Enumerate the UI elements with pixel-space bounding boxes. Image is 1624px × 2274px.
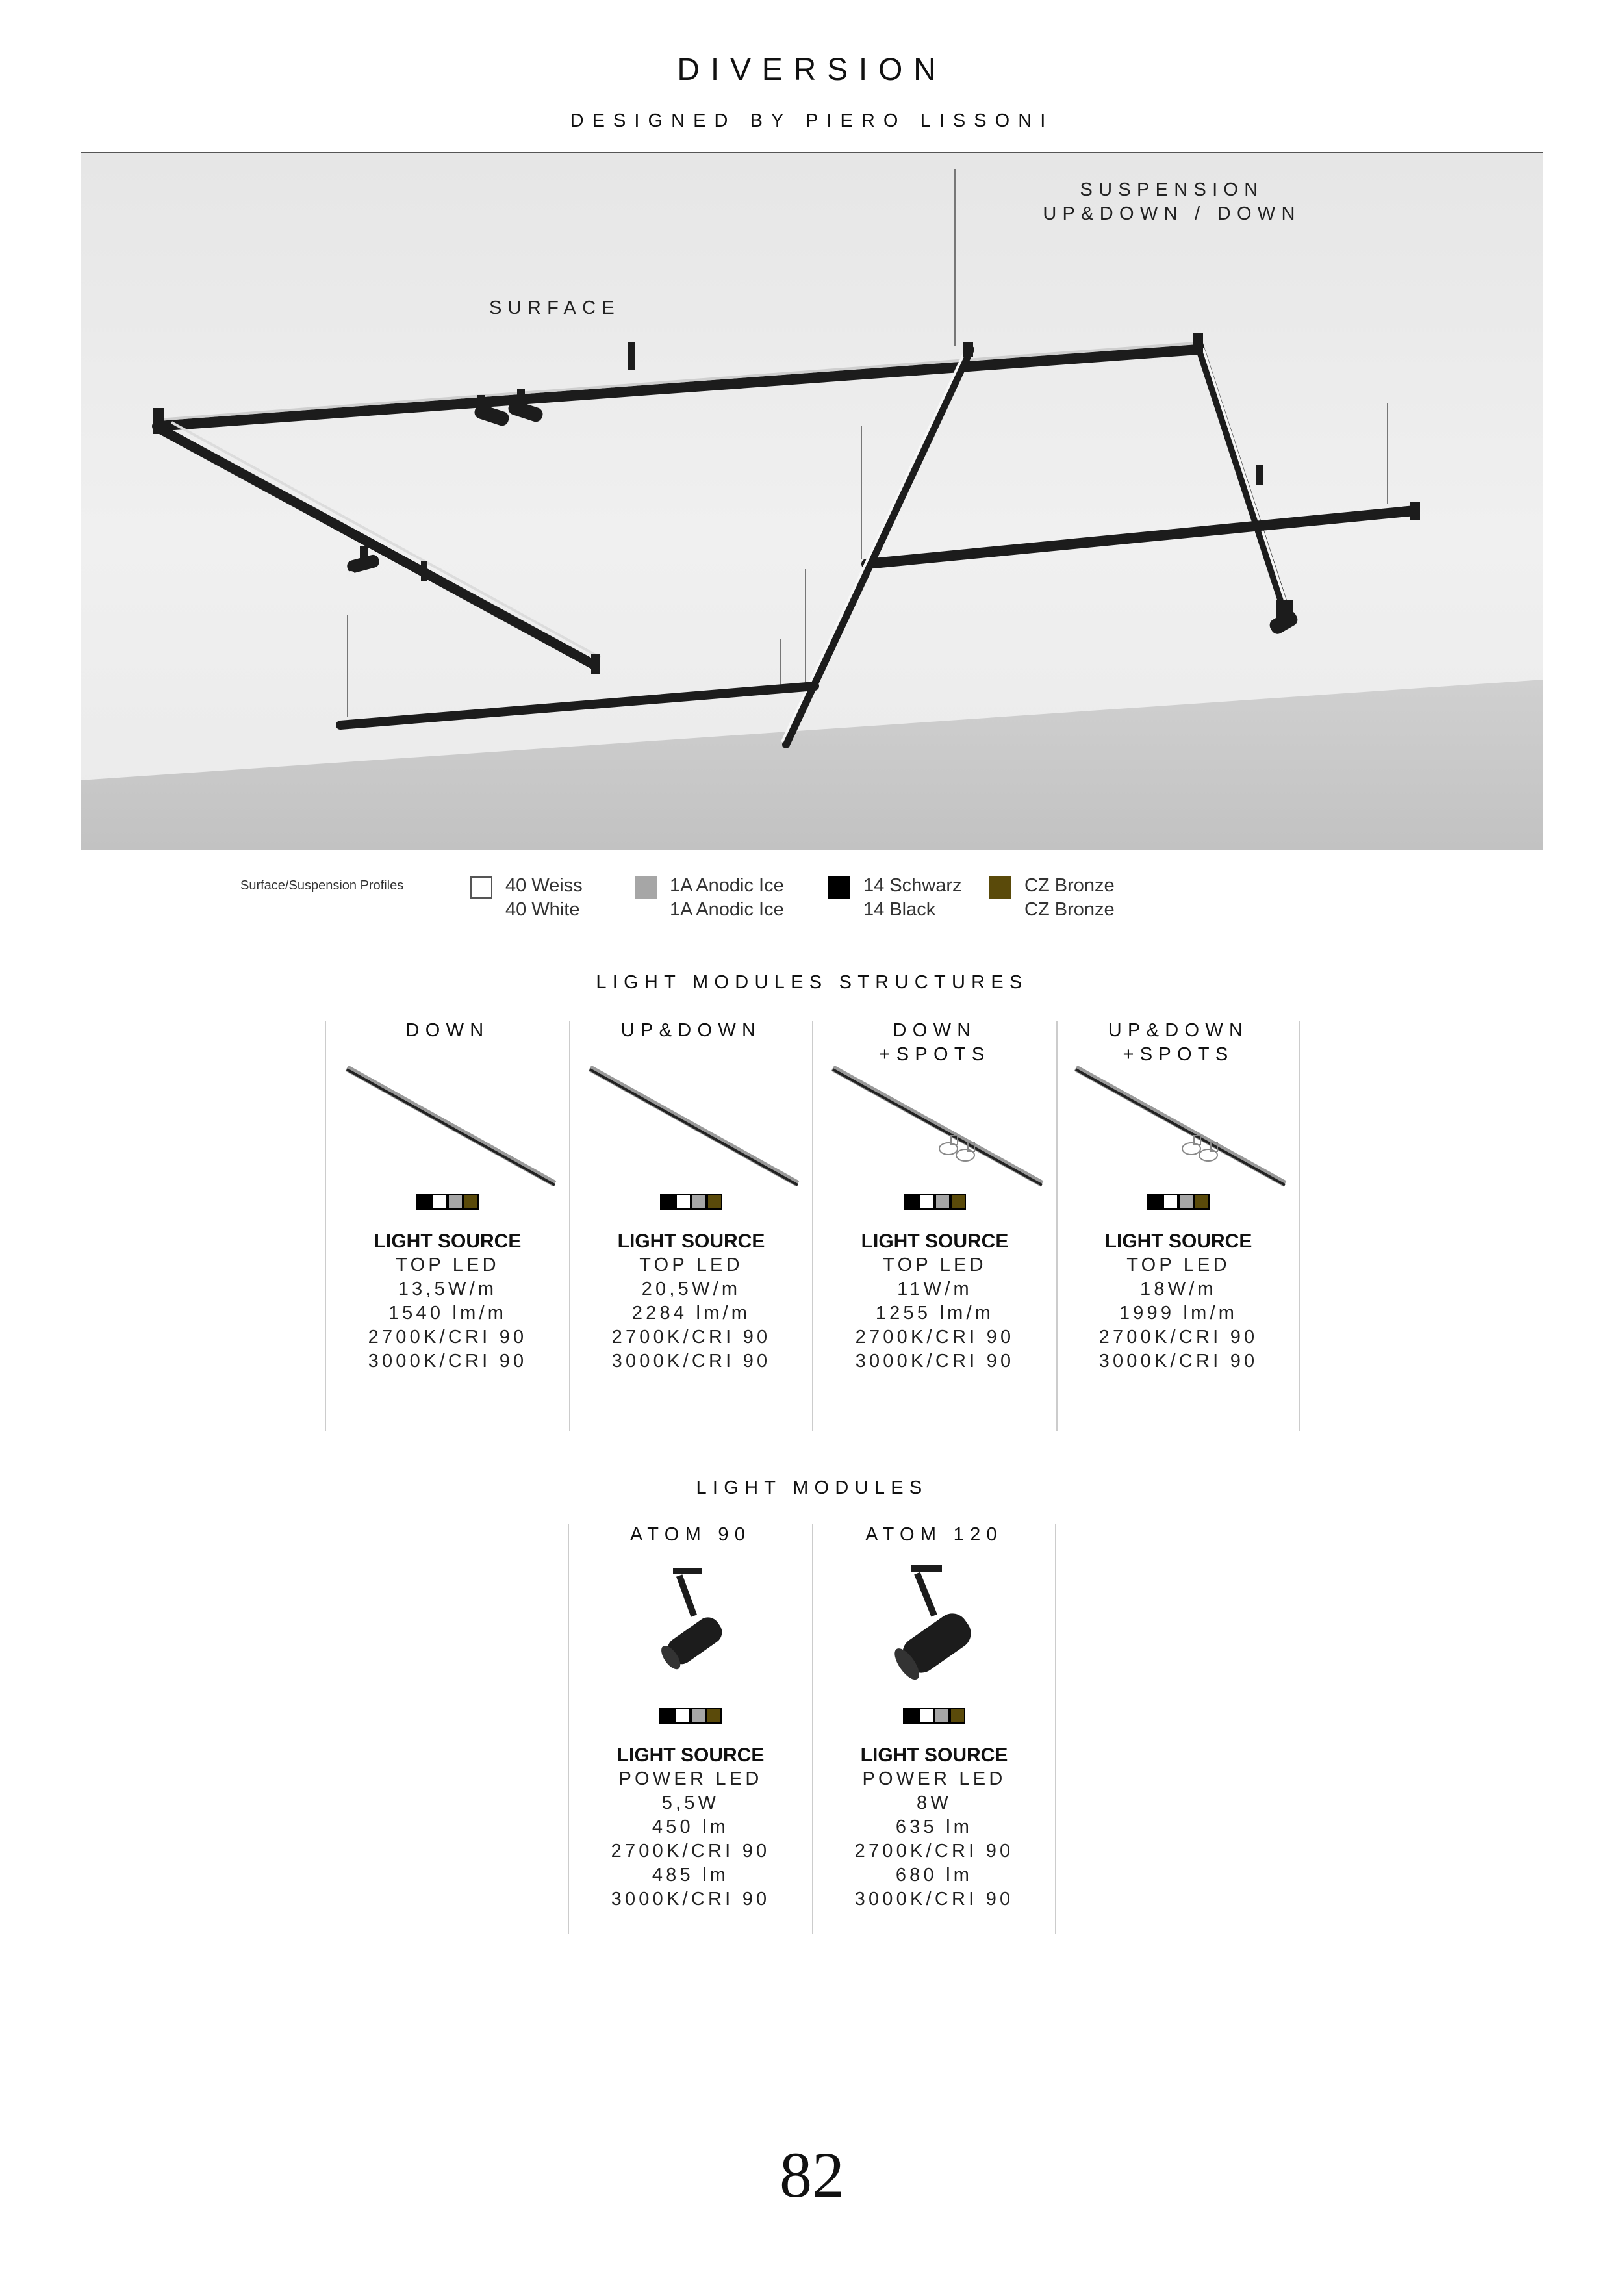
surface-label: SURFACE [489, 298, 620, 318]
hero-product-render [81, 153, 1543, 850]
column-heading: UP&DOWN [620, 1020, 762, 1041]
light-source-spec [326, 1229, 569, 1373]
finish-mini-swatches [813, 1708, 1055, 1724]
light-source-spec [569, 1743, 812, 1911]
column-heading-2 [326, 1043, 569, 1067]
finish-name-de: CZ Bronze [1024, 875, 1115, 896]
spec-line: TOP LED [396, 1255, 500, 1275]
mini-swatch-anodic-ice [935, 1194, 950, 1210]
column-heading-2: +SPOTS [1123, 1044, 1234, 1065]
mini-swatch-black [1147, 1194, 1163, 1210]
mini-swatch-bronze [707, 1194, 722, 1210]
spec-line: 3000K/CRI 90 [855, 1351, 1015, 1372]
module-column-atom-120 [813, 1523, 1055, 1911]
spec-line: 3000K/CRI 90 [611, 1889, 770, 1910]
spec-line: 450 lm [652, 1817, 730, 1837]
mini-swatch-white [432, 1194, 448, 1210]
mini-swatch-white [676, 1194, 691, 1210]
page-number: 82 [780, 2139, 844, 2211]
column-heading: DOWN [405, 1020, 490, 1041]
light-source-title: LIGHT SOURCE [374, 1231, 522, 1252]
suspension-label-line1: SUSPENSION [1080, 179, 1264, 200]
modules-title: LIGHT MODULES [696, 1477, 928, 1498]
spec-line: 8W [917, 1793, 952, 1813]
module-heading: ATOM 90 [629, 1524, 752, 1545]
spec-line: TOP LED [883, 1255, 987, 1275]
structures-title: LIGHT MODULES STRUCTURES [596, 972, 1028, 993]
spec-line: 2700K/CRI 90 [611, 1327, 771, 1348]
mini-swatch-bronze [463, 1194, 479, 1210]
spec-line: 485 lm [652, 1865, 730, 1885]
mini-swatch-black [903, 1708, 919, 1724]
finish-swatch-black [828, 876, 850, 899]
spec-line: 11W/m [897, 1279, 972, 1299]
column-divider [1055, 1524, 1056, 1934]
spec-line: 635 lm [895, 1817, 973, 1837]
spec-line: 20,5W/m [641, 1279, 741, 1299]
column-heading: UP&DOWN [1108, 1020, 1249, 1041]
finish-swatch-anodic-ice [635, 876, 657, 899]
spec-line: 3000K/CRI 90 [854, 1889, 1014, 1910]
light-source-title: LIGHT SOURCE [861, 1231, 1009, 1252]
spec-line: 2700K/CRI 90 [611, 1841, 770, 1861]
spec-line: 13,5W/m [398, 1279, 498, 1299]
linear-profile-icon [570, 1066, 812, 1195]
finish-swatch-white [470, 876, 492, 899]
finish-mini-swatches [569, 1708, 812, 1724]
finish-name-en: CZ Bronze [1024, 899, 1115, 920]
spec-line: POWER LED [618, 1769, 763, 1789]
finish-name-en: 1A Anodic Ice [670, 899, 784, 920]
finish-mini-swatches [813, 1194, 1056, 1210]
light-source-spec [813, 1743, 1055, 1911]
finishes-label: Surface/Suspension Profiles [240, 878, 404, 893]
spec-line: 680 lm [895, 1865, 973, 1885]
spec-line: 18W/m [1140, 1279, 1217, 1299]
spec-line: 2700K/CRI 90 [854, 1841, 1014, 1861]
mini-swatch-bronze [950, 1708, 965, 1724]
mini-swatch-white [919, 1194, 935, 1210]
mini-swatch-bronze [1194, 1194, 1210, 1210]
spotlight-icon [813, 1552, 1055, 1708]
finish-mini-swatches [570, 1194, 812, 1210]
linear-profile-icon [326, 1066, 569, 1195]
mini-swatch-white [675, 1708, 691, 1724]
finish-name-de: 40 Weiss [505, 875, 583, 896]
ceiling-installation-illustration [81, 153, 1543, 850]
mini-swatch-black [660, 1194, 676, 1210]
structure-column-up-down-spots [1058, 1019, 1299, 1373]
spec-line: 1540 lm/m [388, 1303, 507, 1323]
finish-name-en: 14 Black [863, 899, 936, 920]
mini-swatch-anodic-ice [691, 1194, 707, 1210]
structure-column-up-down [570, 1019, 812, 1373]
finish-text [670, 874, 784, 922]
spec-line: 3000K/CRI 90 [368, 1351, 527, 1372]
mini-swatch-bronze [950, 1194, 966, 1210]
spec-line: TOP LED [639, 1255, 743, 1275]
spec-line: 2700K/CRI 90 [1098, 1327, 1258, 1348]
spec-line: 1999 lm/m [1119, 1303, 1238, 1323]
linear-profile-spots-icon [1058, 1066, 1299, 1195]
finish-text [505, 874, 583, 922]
spec-line: 2700K/CRI 90 [368, 1327, 527, 1348]
mini-swatch-anodic-ice [448, 1194, 463, 1210]
finish-name-en: 40 White [505, 899, 580, 920]
mini-swatch-white [919, 1708, 934, 1724]
light-source-title: LIGHT SOURCE [617, 1231, 765, 1252]
mini-swatch-bronze [706, 1708, 722, 1724]
suspension-label-line2: UP&DOWN / DOWN [1043, 203, 1301, 224]
column-heading-2: +SPOTS [879, 1044, 991, 1065]
structure-column-down-spots [813, 1019, 1056, 1373]
mini-swatch-black [416, 1194, 432, 1210]
spec-line: 2284 lm/m [631, 1303, 751, 1323]
mini-swatch-anodic-ice [934, 1708, 950, 1724]
page-title: DIVERSION [677, 53, 947, 87]
column-divider [1299, 1021, 1300, 1431]
finish-text [1024, 874, 1115, 922]
finish-name-de: 14 Schwarz [863, 875, 962, 896]
spec-line: 3000K/CRI 90 [1098, 1351, 1258, 1372]
mini-swatch-white [1163, 1194, 1178, 1210]
light-source-spec [813, 1229, 1056, 1373]
suspension-label [977, 178, 1367, 226]
spec-line: 1255 lm/m [875, 1303, 995, 1323]
spec-line: TOP LED [1126, 1255, 1230, 1275]
light-source-title: LIGHT SOURCE [860, 1744, 1008, 1766]
module-column-atom-90 [569, 1523, 812, 1911]
designer-subtitle: DESIGNED BY PIERO LISSONI [570, 110, 1054, 131]
column-heading-2 [570, 1043, 812, 1067]
finish-swatch-bronze [989, 876, 1011, 899]
finish-text [863, 874, 962, 922]
spec-line: POWER LED [862, 1769, 1006, 1789]
spec-line: 5,5W [661, 1793, 720, 1813]
structure-column-down [326, 1019, 569, 1373]
light-source-spec [1058, 1229, 1299, 1373]
mini-swatch-anodic-ice [691, 1708, 706, 1724]
finish-name-de: 1A Anodic Ice [670, 875, 784, 896]
column-heading: DOWN [893, 1020, 977, 1041]
light-source-spec [570, 1229, 812, 1373]
light-source-title: LIGHT SOURCE [616, 1744, 765, 1766]
light-source-title: LIGHT SOURCE [1104, 1231, 1252, 1252]
spotlight-icon [569, 1552, 812, 1708]
spec-line: 2700K/CRI 90 [855, 1327, 1015, 1348]
spec-line: 3000K/CRI 90 [611, 1351, 771, 1372]
mini-swatch-black [904, 1194, 919, 1210]
finish-mini-swatches [1058, 1194, 1299, 1210]
finish-mini-swatches [326, 1194, 569, 1210]
mini-swatch-anodic-ice [1178, 1194, 1194, 1210]
module-heading: ATOM 120 [865, 1524, 1003, 1545]
linear-profile-spots-icon [813, 1066, 1056, 1195]
mini-swatch-black [659, 1708, 675, 1724]
